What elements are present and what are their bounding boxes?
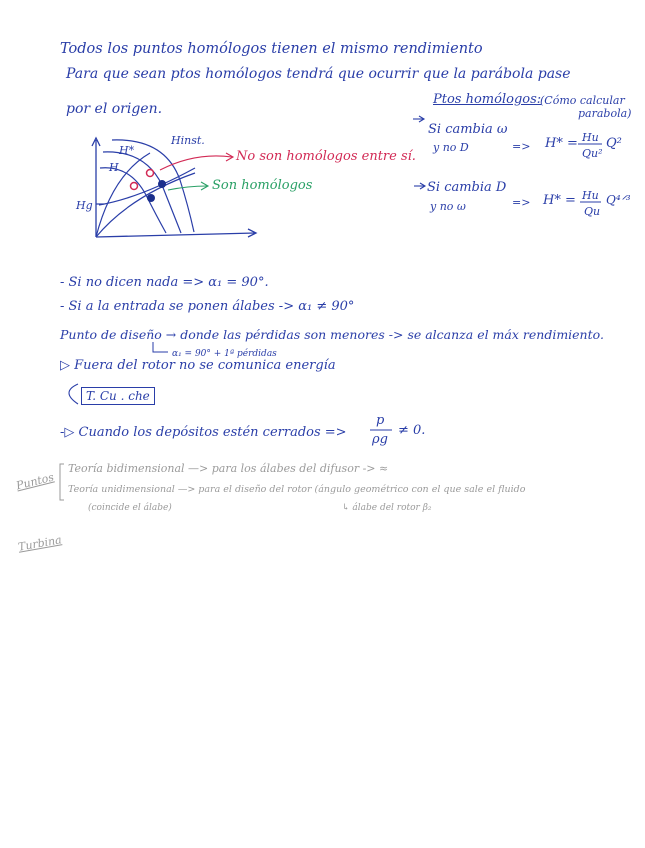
label-hinst: Hinst. [171,134,205,147]
point-homologous-2 [147,194,155,202]
label-no-homologos: No son homólogos entre sí. [236,149,416,164]
label-h-star: H* [119,144,135,157]
note-line-3: por el origen. [66,101,163,117]
formula1-den: Qu² [582,147,603,160]
arrow-case1: => [512,140,531,153]
formula1-lhs: H* = [545,136,578,151]
diagram-x-axis [96,233,255,237]
fraction-num: p [376,413,385,428]
case1-line1: Si cambia ω [428,122,508,137]
point-not-homologous-2 [147,170,154,177]
ptos-homologos-title: Ptos homólogos: [433,92,542,107]
formula2-lhs: H* = [543,193,576,208]
point-homologous-1 [158,180,166,188]
note-punto-diseno-sub: α₁ = 90° + 1ª pérdidas [172,349,277,359]
note-line-2: Para que sean ptos homólogos tendrá que ocurrir que la parábola pase [66,66,571,82]
note-punto-diseno: Punto de diseño → donde las pérdidas son menores -> se alcanza el máx rendimiento. [60,327,604,342]
parabola-h [96,173,195,237]
formula2-num: Hu [582,189,599,202]
formula2-den: Qu [584,205,601,218]
parabola-label: parabola) [578,107,632,120]
formula1-num: Hu [582,131,599,144]
tcuche-bracket [69,384,78,404]
arrow-case2: => [512,196,531,209]
note-fuera-rotor: ▷ Fuera del rotor no se comunica energía [60,358,336,373]
label-homologos: Son homólogos [212,178,313,193]
formula1-q: Q² [606,136,622,151]
note-alabes: - Si a la entrada se ponen álabes -> α₁ ≠ 90° [60,299,355,314]
note-line-1: Todos los puntos homólogos tienen el mismo rendimiento [60,41,483,57]
case2-line1: Si cambia D [427,180,507,195]
tcuche-box: T. Cu . che [81,387,155,405]
margin-label-turbina: Turbina [17,533,63,554]
fraction-den: ρg [372,432,388,447]
margin-label-puntos: Puntos [14,470,56,493]
not-zero: ≠ 0. [398,423,426,438]
pump-curve-1 [100,168,166,233]
label-h: H [109,161,119,174]
gray-line-3: (coincide el álabe) [88,503,172,513]
case1-line2: y no D [433,141,469,154]
note-depositos: -▷ Cuando los depósitos estén cerrados => [60,425,347,440]
gray-line-1: Teoría bidimensional —> para los álabes del difusor -> ≈ [68,462,389,475]
point-not-homologous-1 [131,183,138,190]
note-alpha-90: - Si no dicen nada => α₁ = 90°. [60,275,269,290]
case2-line2: y no ω [430,200,466,213]
gray-line-4: ↳ álabe del rotor β₂ [342,503,432,513]
label-hg: Hg [76,199,93,212]
formula2-q: Q⁴ᐟ³ [606,193,631,207]
gray-line-2: Teoría unidimensional —> para el diseño del rotor (ángulo geométrico con el que sale el fluido [68,484,526,495]
como-calcular: (Cómo calcular [540,94,625,107]
parabola-h-star [96,153,150,237]
